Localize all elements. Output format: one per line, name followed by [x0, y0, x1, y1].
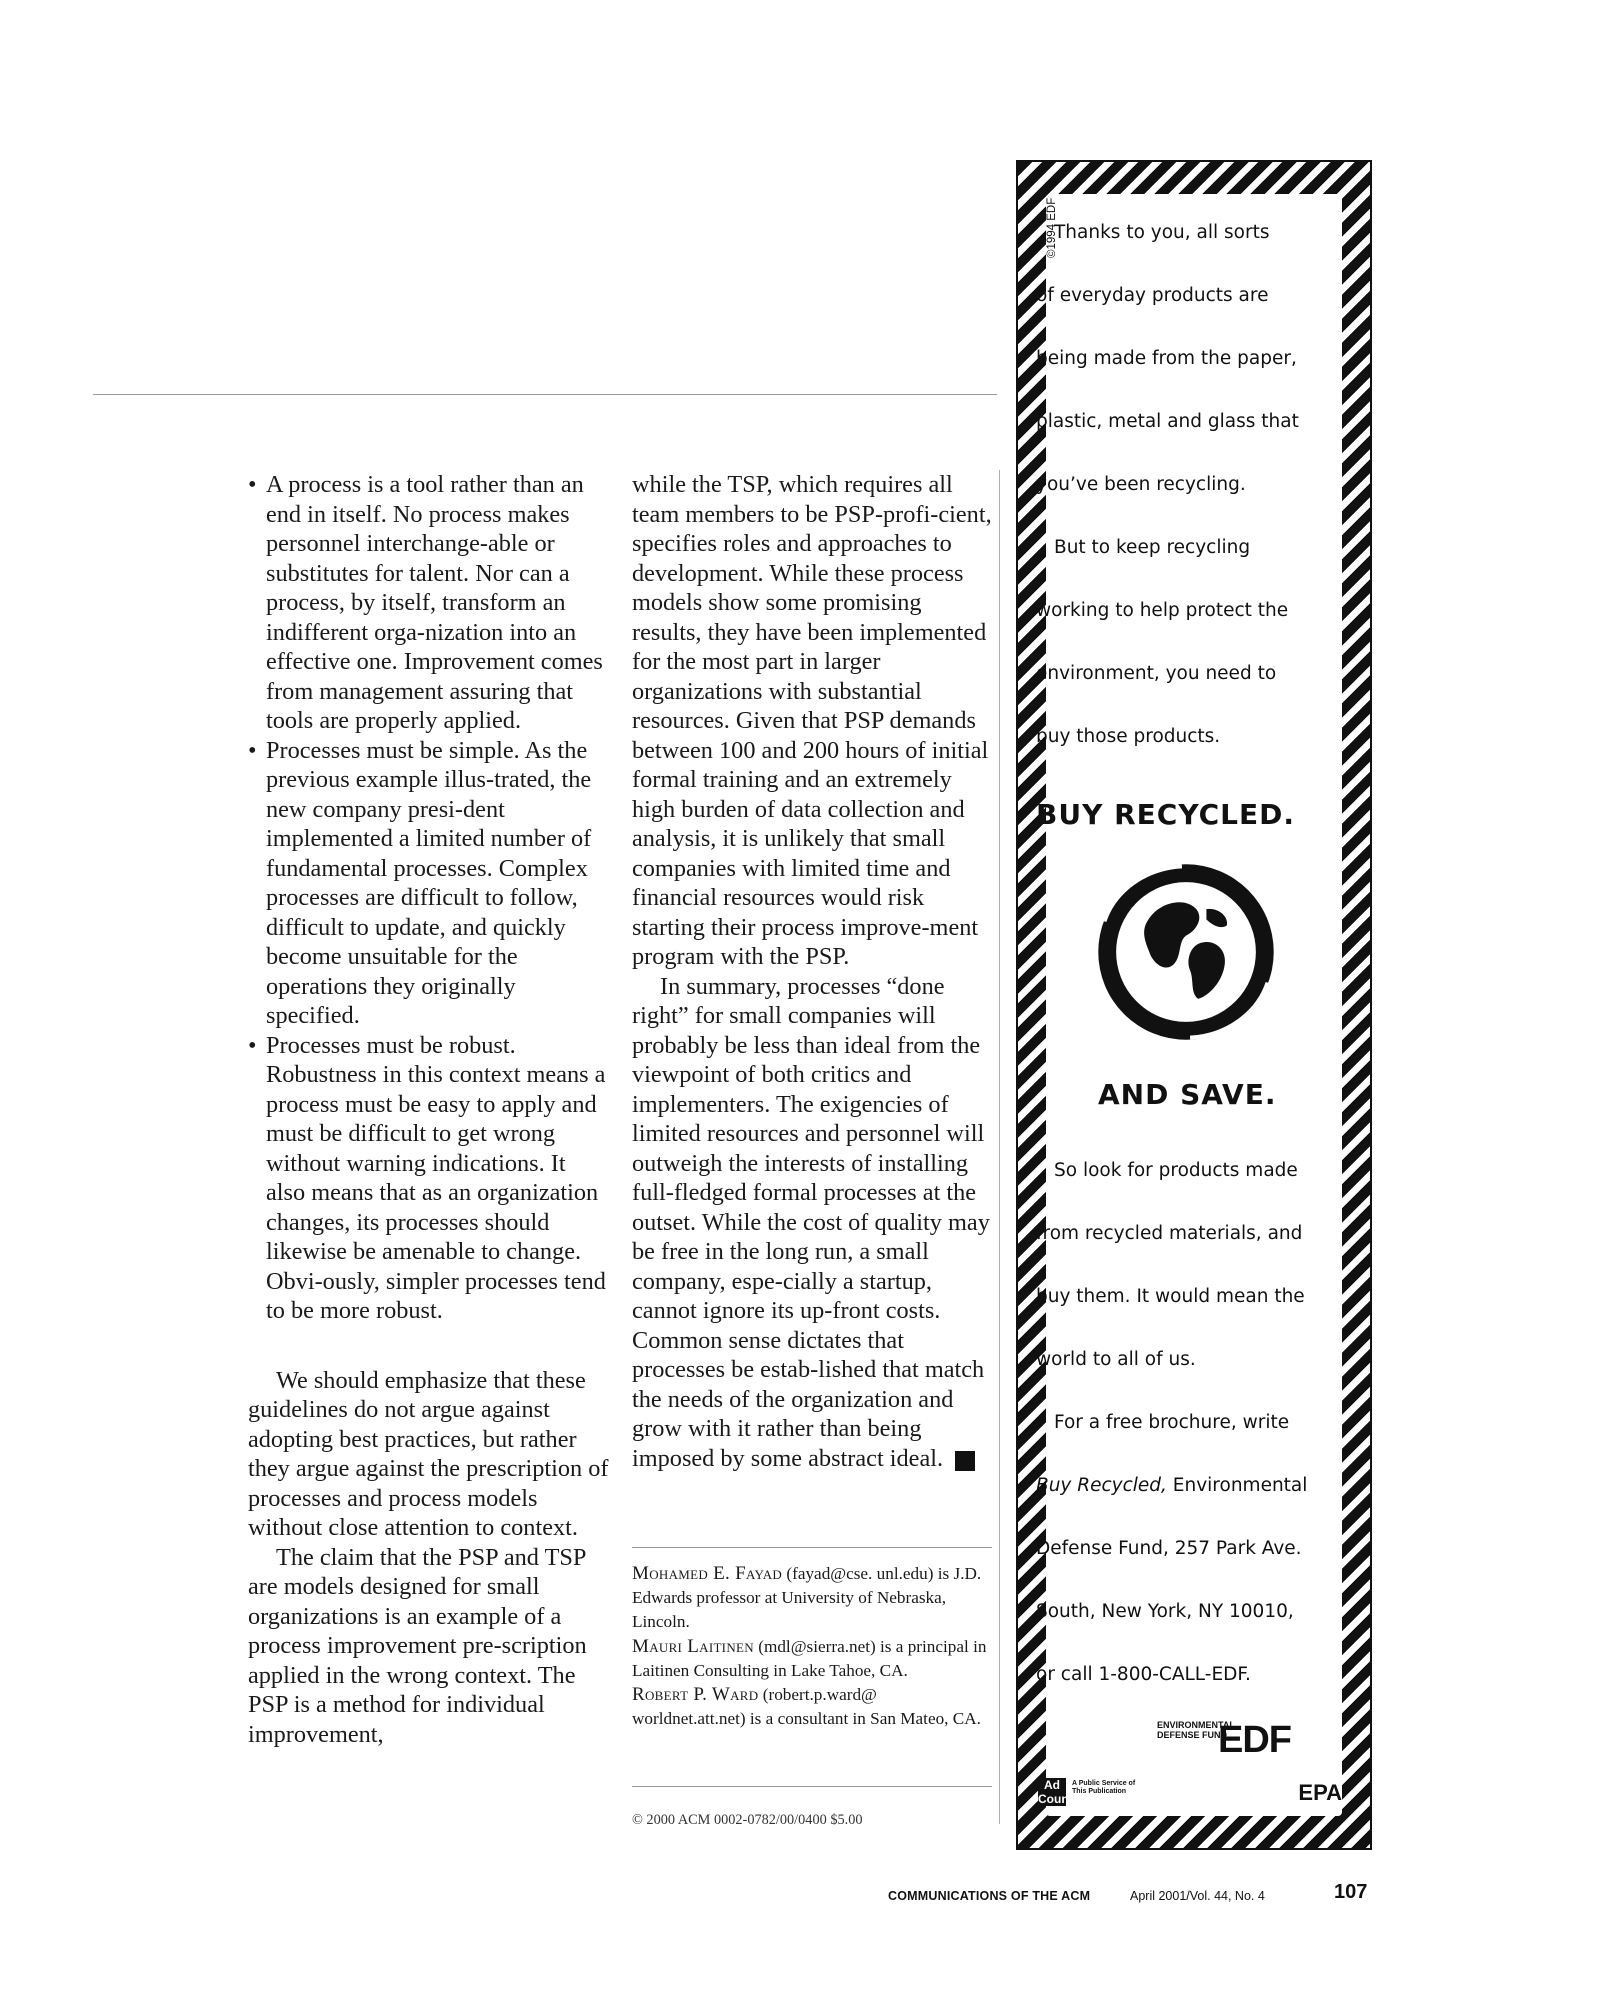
author-detail: (fayad@cse. unl.edu) is J.D. Edwards professor at University of Nebraska, Lincoln.	[632, 1564, 982, 1632]
ad-line: For a free brochure, write	[1054, 1412, 1290, 1433]
ad-line: Defense Fund, 257 Park Ave.	[1036, 1538, 1302, 1559]
body-paragraph: while the TSP, which requires all team members to be PSP-profi-cient, specifies roles and approaches to development. While these process models show some promising results, they have been implemented for the most part in larger organizations with substantial resources. Given that PSP demands between 100 and 200 hours of initial formal training and an extremely high burden of data collection and analysis, it is unlikely that small companies with limited time and financial resources would risk starting their process improve-ment program with the PSP.	[632, 471, 992, 970]
edf-logo	[1101, 1720, 1291, 1760]
summary-text: In summary, processes “done right” for small companies will probably be less than ideal from the viewpoint of both critics and implementers. The exigencies of limited resources and personnel will outweigh the interests of installing full-fledged formal processes at the outset. While the cost of quality may be free in the long run, a small company, espe-cially a startup, cannot ignore its up-front costs. Common sense dictates that processes be estab-lished that match the needs of the organization and grow with it rather than being imposed by some abstract ideal.	[632, 972, 990, 1472]
edf-logo-mark: EDF	[1218, 1719, 1291, 1761]
paragraph-gap	[248, 1326, 610, 1366]
epa-logo: EPA	[1298, 1780, 1342, 1805]
bio-top-rule	[632, 1547, 992, 1548]
ad-line: from recycled materials, and	[1036, 1223, 1303, 1244]
author-bio	[632, 1562, 992, 1635]
author-detail: (mdl@sierra.net) is a principal in Laitinen Consulting in Lake Tahoe, CA.	[632, 1636, 987, 1680]
ad-line: South, New York, NY 10010,	[1036, 1601, 1294, 1622]
ad-council-logo: Ad Council	[1038, 1778, 1082, 1806]
column-divider	[999, 470, 1000, 1824]
bio-bottom-rule	[632, 1786, 992, 1787]
ad-line: So look for products made	[1054, 1160, 1298, 1181]
bullet-item: • Processes must be robust. Robustness in this context means a process must be easy to apply and must be difficult to get wrong without warning indications. It also means that as an organization changes, its processes should likewise be amenable to change. Obvi-ously, simpler processes tend to be more robust.	[248, 1031, 610, 1326]
ad-line: plastic, metal and glass that	[1036, 411, 1299, 432]
globe-icon	[1084, 850, 1288, 1054]
ad-line: buy those products.	[1036, 726, 1221, 747]
buy-recycled-ad	[1016, 160, 1372, 1850]
copyright-line: © 2000 ACM 0002-0782/00/0400 $5.00	[632, 1812, 863, 1828]
ad-council-caption: A Public Service of This Publication	[1072, 1780, 1136, 1795]
ad-credit: ©1994 EDF	[1046, 197, 1058, 258]
page-number: 107	[1334, 1881, 1368, 1903]
end-mark-icon: C	[955, 1451, 975, 1471]
article-column-1	[248, 470, 610, 1749]
author-bio	[632, 1683, 992, 1731]
footer-issue: April 2001/Vol. 44, No. 4	[1130, 1889, 1265, 1903]
author-bio	[632, 1635, 992, 1683]
ad-line: you’ve been recycling.	[1036, 474, 1246, 495]
ad-line: world to all of us.	[1036, 1349, 1196, 1370]
ad-line	[1036, 1475, 1336, 1496]
ad-line: working to help protect the	[1036, 600, 1289, 621]
ad-line: being made from the paper,	[1036, 348, 1297, 369]
ad-italic: Buy Recycled,	[1036, 1475, 1167, 1496]
author-name: Robert P. Ward	[632, 1684, 759, 1706]
ad-line: or call 1-800-CALL-EDF.	[1036, 1664, 1251, 1685]
author-name: Mauri Laitinen	[632, 1635, 754, 1657]
ad-headline: BUY RECYCLED.	[1036, 798, 1296, 831]
author-detail: (robert.p.ward@ worldnet.att.net) is a consultant in San Mateo, CA.	[632, 1685, 981, 1729]
bullet-item: • A process is a tool rather than an end in itself. No process makes personnel interchange-able or substitutes for talent. Nor can a process, by itself, transform an indifferent orga-nization into an effective one. Improvement comes from management assuring that tools are properly applied.	[248, 470, 610, 736]
article-column-2	[632, 470, 992, 1473]
ad-line: environment, you need to	[1036, 663, 1277, 684]
footer-journal-title: COMMUNICATIONS OF THE ACM	[888, 1889, 1091, 1903]
body-paragraph: We should emphasize that these guidelines do not argue against adopting best practices, but rather they argue against the prescription of processes and process models without close attention to context.	[248, 1366, 609, 1541]
ad-line-text: Environmental	[1166, 1475, 1308, 1496]
ad-line: buy them. It would mean the	[1036, 1286, 1305, 1307]
author-name: Mohamed E. Fayad	[632, 1563, 783, 1584]
bullet-item: • Processes must be simple. As the previous example illus-trated, the new company presi-dent implemented a limited number of fundamental processes. Complex processes are difficult to follow, difficult to update, and quickly become unsuitable for the operations they originally specified.	[248, 736, 610, 1031]
body-paragraph	[632, 972, 992, 1474]
author-bios	[632, 1562, 992, 1731]
ad-subheadline: AND SAVE.	[1098, 1078, 1277, 1111]
ad-line: Thanks to you, all sorts	[1054, 222, 1270, 243]
top-rule	[93, 394, 997, 395]
edf-logo-text: ENVIRONMENTAL DEFENSE FUND	[1157, 1720, 1235, 1740]
ad-line: of everyday products are	[1036, 285, 1269, 306]
body-paragraph: The claim that the PSP and TSP are models designed for small organizations is an example of a process improvement pre-scription applied in the wrong context. The PSP is a method for individual improvement,	[248, 1543, 587, 1748]
ad-line: But to keep recycling	[1054, 537, 1251, 558]
